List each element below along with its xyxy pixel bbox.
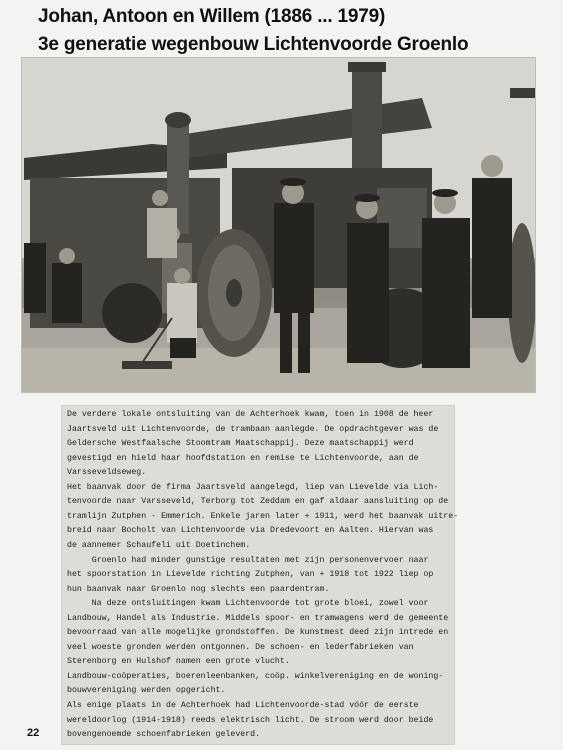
- text-line: tenvoorde naar Varsseveld, Terborg tot Zeddam en gaf aldaar aansluiting op de: [67, 497, 449, 507]
- text-line: bevoorraad van alle mogelijke grondstoffen. De kunstmest deed zijn intrede en: [67, 628, 449, 638]
- text-line: Het baanvak door de firma Jaartsveld aangelegd, liep van Lievelde via Lich-: [67, 482, 439, 492]
- article-text: [62, 406, 459, 744]
- text-line: De verdere lokale ontsluiting van de Achterhoek kwam, toen in 1908 de heer: [67, 410, 434, 419]
- text-line: Jaartsveld uit Lichtenvoorde, de trambaan aanlegde. De opdrachtgever was de: [67, 424, 439, 434]
- text-line: Varsseveldseweg.: [67, 468, 147, 478]
- text-line: de aannemer Schaufeli uit Doetinchem.: [67, 540, 251, 550]
- text-line: Sterenborg en Hulshof namen een grote vlucht.: [67, 657, 290, 667]
- page-number: 22: [27, 727, 40, 739]
- historic-photo: [22, 58, 535, 392]
- text-line: Als enige plaats in de Achterhoek had Lichtenvoorde-stad vóór de eerste: [67, 701, 419, 710]
- steam-roller-photo-icon: [22, 58, 535, 392]
- text-line: gevestigd en hield haar hoofdstation en remise te Lichtenvoorde, aan de: [67, 453, 419, 463]
- text-line: veel woeste gronden werden ontgonnen. De schoen- en lederfabrieken van: [67, 642, 414, 652]
- text-line: Landbouw, Handel als Industrie. Middels spoor- en tramwagens werd de gemeente: [67, 613, 449, 623]
- page-subtitle: 3e generatie wegenbouw Lichtenvoorde Groenlo: [38, 34, 469, 55]
- page-title: Johan, Antoon en Willem (1886 ... 1979): [38, 6, 386, 27]
- text-line: Groenlo had minder gunstige resultaten met zijn personenvervoer naar: [67, 555, 429, 565]
- text-line: breid naar Bocholt van Lichtenvoorde via Dredevoort en Aalten. Hiervan was: [67, 526, 434, 536]
- text-line: Landbouw-coöperaties, boerenleenbanken, coöp. winkelvereniging en de woning-: [67, 671, 444, 681]
- text-line: Na deze ontsluitingen kwam Lichtenvoorde tot grote bloei, zowel voor: [67, 599, 429, 609]
- text-line: hun baanvak naar Groenlo nog slechts een paardentram.: [67, 584, 330, 594]
- text-line: Geldersche Westfaalsche Stoomtram Maatschappij. Deze maatschappij werd: [67, 439, 414, 449]
- text-line: het spoorstation in Lievelde richting Zutphen, van + 1918 tot 1922 liep op: [67, 570, 434, 580]
- text-line: wereldoorlog (1914-1918) reeds elektrisch licht. De stroom werd door beide: [67, 715, 434, 725]
- text-line: bouwvereniging werden opgericht.: [67, 686, 226, 696]
- text-line: bovengenoemde schoenfabrieken geleverd.: [67, 730, 261, 740]
- text-line: tramlijn Zutphen - Emmerich. Enkele jaren later + 1911, werd het baanvak uitre-: [67, 511, 459, 521]
